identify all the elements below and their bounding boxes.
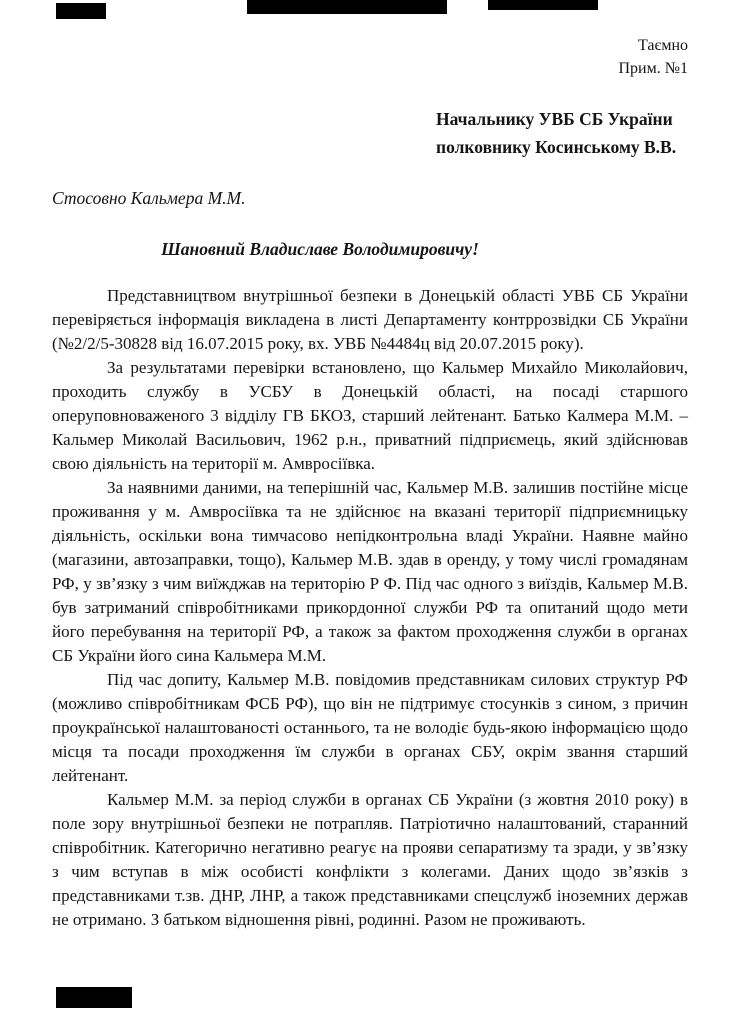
document-content	[52, 0, 688, 932]
copy-number-label: Прим. №1	[618, 60, 688, 77]
paragraph-5: Кальмер М.М. за період служби в органах СБ України (з жовтня 2010 року) в поле зору внутрішньої безпеки не потрапляв. Патріотично налаштований, старанний співробітник. Категорично негативно реагує на прояви сепаратизму та зради, у зв’язку з чим вступав в між особисті конфлікти з колегами. Даних щодо зв’язків з представниками т.зв. ДНР, ЛНР, а також представниками спецслужб іноземних держав не отримано. З батьком відношення рівні, родинні. Разом не проживають.	[52, 790, 688, 929]
classification-block	[52, 0, 688, 80]
paragraph-1: Представництвом внутрішньої безпеки в Донецькій області УВБ СБ України перевіряється інформація викладена в листі Департаменту контррозвідки СБ України (№2/2/5-30828 від 16.07.2015 року, вх. УВБ №4484ц від 20.07.2015 року).	[52, 286, 688, 353]
addressee-line-2: полковнику Косинському В.В.	[436, 137, 677, 157]
subject-line: Стосовно Кальмера М.М.	[52, 188, 246, 208]
addressee-line-1: Начальнику УВБ СБ України	[436, 109, 673, 129]
classification-label: Таємно	[637, 37, 688, 54]
salutation-line: Шановний Владиславе Володимировичу!	[161, 239, 479, 259]
document-body	[52, 284, 688, 932]
paragraph-4: Під час допиту, Кальмер М.В. повідомив представникам силових структур РФ (можливо співробітникам ФСБ РФ), що він не підтримує стосунків з сином, з причин проукраїнської налаштованості останнього, та не володіє будь-якою інформацією щодо місця та посади проходження їм служби в органах СБУ, окрім звання старший лейтенант.	[52, 670, 688, 785]
addressee-block	[436, 105, 688, 161]
paragraph-3: За наявними даними, на теперішній час, Кальмер М.В. залишив постійне місце проживання у м. Амвросіївка та не здійснює на вказані території підприємницьку діяльність, оскільки вона тимчасово непідконтрольна владі України. Наявне майно (магазини, автозаправки, тощо), Кальмер М.В. здав в оренду, у тому числі громадянам РФ, у зв’язку з чим виїжджав на територію Р Ф. Під час одного з виїздів, Кальмер М.В. був затриманий співробітниками прикордонної служби РФ та опитаний щодо мети його перебування на території РФ, а також за фактом проходження служби в органах СБ України його сина Кальмера М.М.	[52, 478, 688, 665]
ink-mark-bottom-left	[56, 987, 132, 1008]
paragraph-2: За результатами перевірки встановлено, що Кальмер Михайло Миколайович, проходить службу в УСБУ в Донецькій області, на посаді старшого оперуповноваженого 3 відділу ГВ БКОЗ, старший лейтенант. Батько Калмера М.М. – Кальмер Миколай Васильович, 1962 р.н., приватний підприємець, який здійснював свою діяльність на території м. Амвросіївка.	[52, 358, 688, 473]
